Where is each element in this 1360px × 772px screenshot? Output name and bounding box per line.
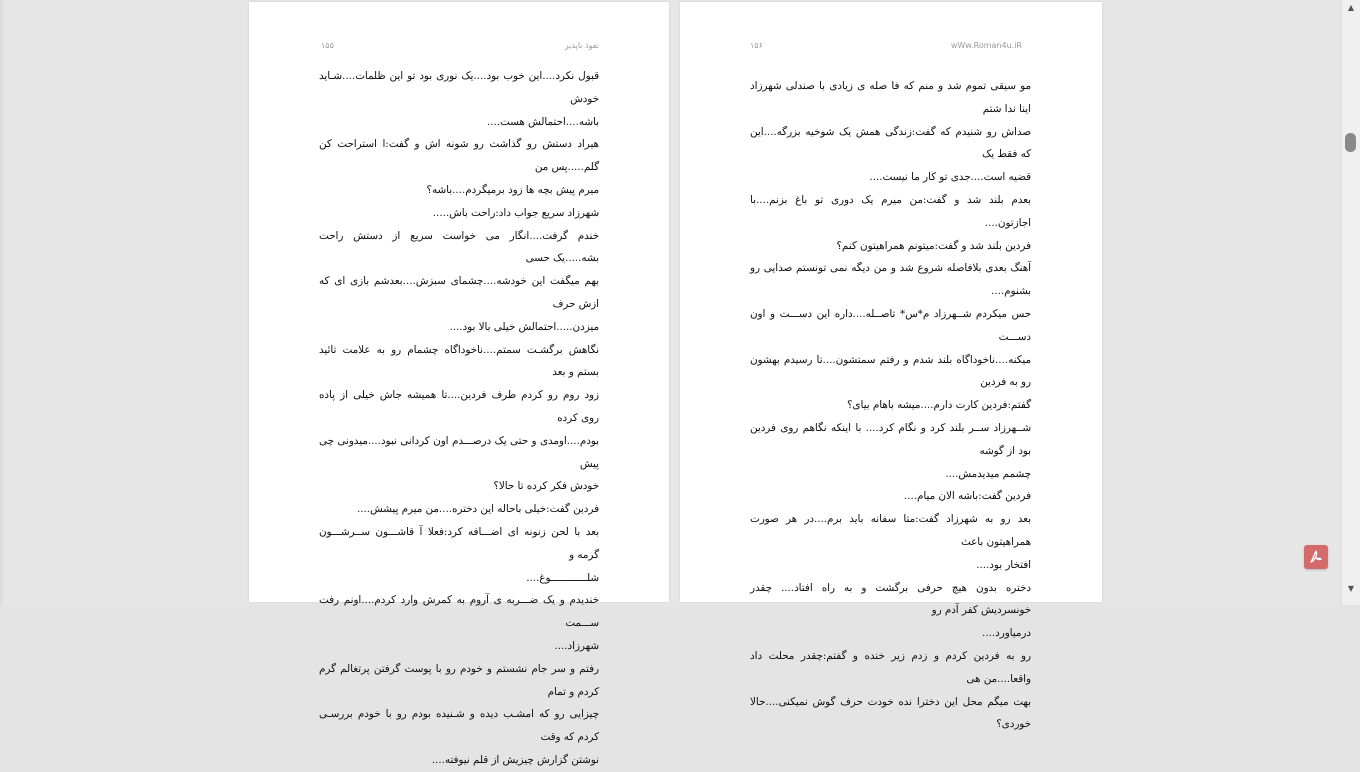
text-line: فردین بلند شد و گفت:میتونم همراهیتون کنم؟	[836, 239, 1031, 252]
pdf-button[interactable]	[1304, 545, 1328, 569]
text-line: چشمم میدیدمش....	[945, 467, 1031, 480]
text-line: خندیدم و یک ضـــربه ی آروم به کمرش وارد کردم....اونم رفت ســـمت	[319, 594, 599, 630]
page-body-text	[750, 75, 1031, 736]
text-line: رو به فردین کردم و زدم زیر خنده و گفتم:چقدر محلت داد واقعا....من هی	[750, 649, 1031, 685]
pdf-icon	[1308, 549, 1324, 565]
page-156	[680, 2, 1102, 731]
text-line: باشه....احتمالش هست....	[486, 115, 599, 128]
text-line: میکنه....ناخوداگاه بلند شدم و رفتم سمتشون....تا رسیدم بهشون رو به فردین	[750, 353, 1031, 389]
page-body-text	[319, 65, 599, 772]
text-line: رفتم و سر جام نشستم و خودم رو با پوست گرفتن پرتغالم گرم کردم و تمام	[319, 662, 599, 698]
text-line: فردین گفت:خیلی باحاله این دختره....من میرم پیشش....	[356, 503, 599, 516]
text-line: بودم....اومدی و حتی یک درصـــدم اون کردانی نبود....میدونی چی پیش	[319, 434, 599, 470]
text-line: بعد رو به شهرزاد گفت:متا سفانه باید برم....در هر صورت همراهیتون باعث	[750, 513, 1031, 548]
text-line: میزدن.....احتمالش خیلی بالا بود....	[449, 320, 599, 333]
text-line: حس میکردم شــهرزاد م*س* تاصــله....داره این دســـت و اون دســـت	[750, 307, 1031, 343]
text-line: شهرزاد....	[554, 639, 599, 652]
text-line: خودش فکر کرده تا حالا؟	[493, 480, 599, 493]
page-155	[249, 2, 669, 766]
text-line: نگاهش برگشـت سمتم....ناخوداگاه چشمام رو به علامت تائید بستم و بعد	[319, 343, 599, 379]
text-line: شلــــــــــــوغ....	[526, 571, 599, 584]
page-header-title: wWw.Roman4u.iR	[950, 41, 1022, 50]
text-line: آهنگ بعدی بلافاصله شروع شد و من دیگه نمی تونستم صدایی رو بشنوم....	[750, 262, 1031, 298]
text-line: میرم پیش بچه ها زود برمیگردم....باشه؟	[426, 183, 599, 196]
text-line: قضیه است....جدی تو کار ما نیست....	[869, 171, 1031, 184]
text-line: بعد با لحن زنونه ای اضـــافه کرد:فعلا آ قاشـــون ســرشـــون گرمه و	[319, 525, 599, 561]
text-line: صداش رو شنیدم که گفت:زندگی همش یک شوخیه بزرگه....این که فقط یک	[750, 125, 1031, 161]
text-line: قبول نکرد....این خوب بود....یک نوری بود تو این ظلمات....شـاید خودش	[319, 70, 599, 105]
text-line: بعدم بلند شد و گفت:من میرم یک دوری تو باغ بزنم....با اجازتون....	[750, 193, 1031, 229]
text-line: شــهرزاد ســر بلند کرد و نگام کرد.... با اینکه نگاهم روی فردین بود از گوشه	[750, 421, 1031, 457]
text-line: گفتم:فردین کارت دارم....میشه باهام بیای؟	[846, 399, 1031, 412]
text-line: مو سیقی تموم شد و منم که فا صله ی زیادی با صندلی شهرزاد اینا ندا شتم	[750, 80, 1031, 115]
text-line: بهت میگم محل این دخترا نده خودت حرف گوش نمیکنی....حالا خوردی؟	[750, 695, 1031, 731]
scroll-up-icon[interactable]: ▲	[1347, 3, 1355, 12]
text-line: فردین گفت:باشه الان میام....	[903, 490, 1031, 503]
text-line: افتخار بود....	[976, 558, 1031, 571]
text-line: درمیاورد....	[982, 627, 1031, 640]
text-line: چیزایی رو که امشـب دیده و شـنیده بودم رو با خودم بررسـی کردم که وقت	[319, 708, 599, 744]
text-line: زود روم رو کردم طرف فردین....تا همیشه جاش خیلی از پاده روی کرده	[319, 389, 599, 424]
scrollbar-thumb[interactable]	[1345, 133, 1356, 152]
scroll-down-icon[interactable]: ▼	[1347, 584, 1355, 593]
text-line: نوشتن گزارش چیزیش از قلم نیوفته....	[431, 753, 599, 766]
text-line: بهم میگفت این خودشه....چشمای سبزش....بعدشم بازی ای که ازش حرف	[319, 275, 599, 310]
page-number: ۱۵۵	[321, 41, 334, 50]
vertical-scrollbar[interactable]	[1341, 0, 1360, 605]
page-number: ۱۵۶	[750, 41, 763, 50]
text-line: خندم گرفت....انگار می خواست سریع از دستش راحت بشه.....یک حسی	[319, 229, 599, 265]
text-line: شهرزاد سریع جواب داد:راحت باش.....	[432, 206, 599, 219]
page-header-title: نفوذ ناپذیر	[564, 41, 599, 50]
text-line: هیراد دستش رو گذاشت رو شونه اش و گفت:ا استراحت کن گلم.....پس من	[319, 138, 599, 174]
text-line: دختره بدون هیچ حرفی برگشت و به راه افتاد.... چقدر خونسردیش کفر آدم رو	[750, 581, 1031, 617]
